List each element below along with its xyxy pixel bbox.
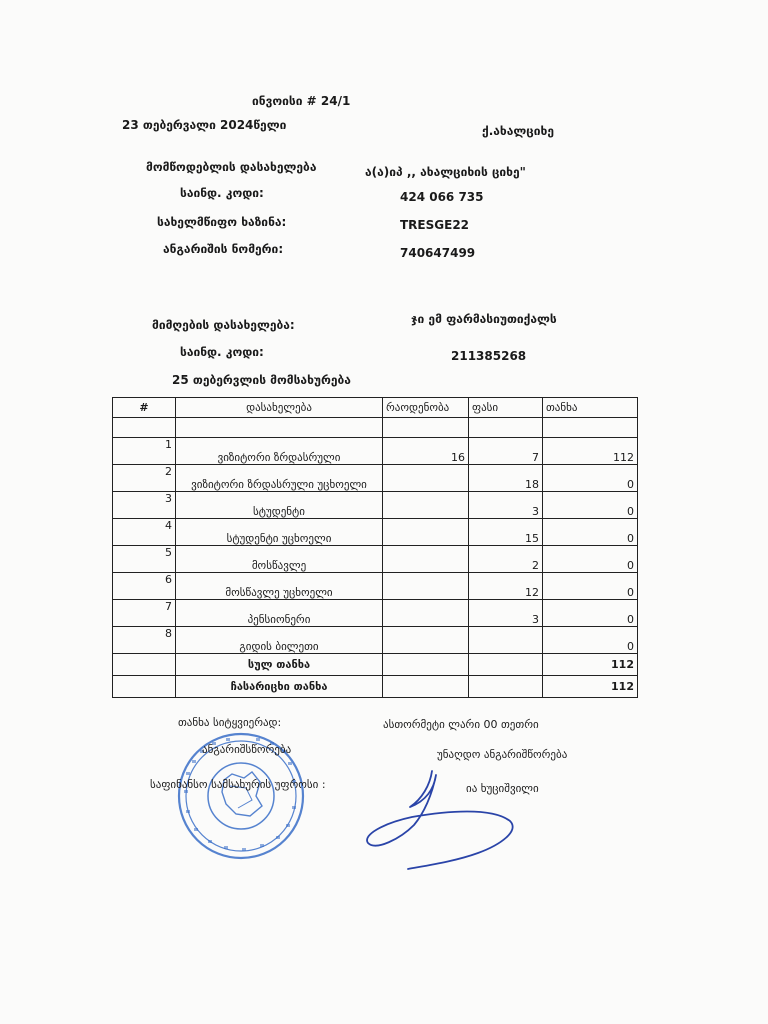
accounting-right: უნაღდო ანგარიშწორება — [437, 748, 568, 761]
supplier-code-value: 424 066 735 — [400, 190, 484, 204]
row-sum: 0 — [543, 519, 638, 546]
table-row — [113, 492, 638, 519]
account-value: 740647499 — [400, 246, 476, 260]
finance-head-name: ია ხუციშვილი — [466, 782, 539, 795]
invoice-date: 23 თებერვალი 2024წელი — [122, 118, 287, 132]
row-num: 7 — [113, 600, 176, 627]
row-name: სტუდენტი უცხოელი — [176, 519, 383, 546]
invoice-city: ქ.ახალციხე — [482, 124, 554, 138]
row-qty — [383, 492, 469, 519]
supplier-name-value: ა(ა)იპ ,, ახალციხის ციხე" — [365, 165, 526, 179]
transfer-row — [113, 676, 638, 698]
recipient-code-label: საინდ. კოდი: — [180, 345, 264, 359]
service-label: 25 თებერვლის მომსახურება — [172, 373, 351, 387]
row-sum: 112 — [543, 438, 638, 465]
handwritten-signature — [360, 765, 520, 875]
row-price: 3 — [469, 600, 543, 627]
row-num: 6 — [113, 573, 176, 600]
row-price: 18 — [469, 465, 543, 492]
row-name: ვიზიტორი ზრდასრული უცხოელი — [176, 465, 383, 492]
row-num: 8 — [113, 627, 176, 654]
amount-words-value: ასთორმეტი ლარი 00 თეთრი — [383, 718, 539, 731]
invoice-title: ინვოისი # 24/1 — [252, 94, 351, 108]
recipient-name-value: ჯი ემ ფარმასიუთიქალს — [411, 312, 557, 326]
table-row — [113, 438, 638, 465]
col-header-sum: თანხა — [543, 398, 638, 418]
row-qty — [383, 519, 469, 546]
row-num: 2 — [113, 465, 176, 492]
table-row — [113, 546, 638, 573]
row-num: 4 — [113, 519, 176, 546]
row-name: პენსიონერი — [176, 600, 383, 627]
row-sum: 0 — [543, 627, 638, 654]
table-row — [113, 519, 638, 546]
account-label: ანგარიშის ნომერი: — [163, 242, 284, 256]
row-sum: 0 — [543, 546, 638, 573]
total-value: 112 — [543, 654, 638, 676]
recipient-name-label: მიმღების დასახელება: — [152, 318, 295, 332]
row-qty — [383, 600, 469, 627]
amount-words-label: თანხა სიტყვიერად: — [178, 716, 282, 729]
row-qty: 16 — [383, 438, 469, 465]
col-header-name: დასახელება — [176, 398, 383, 418]
row-num: 5 — [113, 546, 176, 573]
row-price: 2 — [469, 546, 543, 573]
table-row — [113, 573, 638, 600]
supplier-code-label: საინდ. კოდი: — [180, 186, 264, 200]
finance-head-label: საფინანსო სამსახურის უფროსი : — [150, 778, 326, 791]
row-num: 1 — [113, 438, 176, 465]
row-sum: 0 — [543, 465, 638, 492]
row-name: გიდის ბილეთი — [176, 627, 383, 654]
supplier-name-label: მომწოდებლის დასახელება — [146, 160, 317, 174]
row-sum: 0 — [543, 492, 638, 519]
col-header-qty: რაოდენობა — [383, 398, 469, 418]
row-num: 3 — [113, 492, 176, 519]
row-qty — [383, 546, 469, 573]
table-row — [113, 465, 638, 492]
transfer-label: ჩასარიცხი თანხა — [176, 676, 383, 698]
recipient-code-value: 211385268 — [451, 349, 527, 363]
row-sum: 0 — [543, 573, 638, 600]
treasury-label: სახელმწიფო ხაზინა: — [157, 215, 287, 229]
total-label: სულ თანხა — [176, 654, 383, 676]
row-qty — [383, 465, 469, 492]
row-name: ვიზიტორი ზრდასრული — [176, 438, 383, 465]
transfer-value: 112 — [543, 676, 638, 698]
row-price: 3 — [469, 492, 543, 519]
row-sum: 0 — [543, 600, 638, 627]
accounting-left: ანგარიშსწორება — [202, 743, 292, 756]
row-price: 12 — [469, 573, 543, 600]
table-row — [113, 600, 638, 627]
table-spacer-row — [113, 418, 638, 438]
table-row — [113, 627, 638, 654]
row-name: მოსწავლე უცხოელი — [176, 573, 383, 600]
row-price: 15 — [469, 519, 543, 546]
col-header-num: # — [113, 398, 176, 418]
total-row — [113, 654, 638, 676]
treasury-value: TRESGE22 — [400, 218, 470, 232]
row-qty — [383, 627, 469, 654]
row-name: სტუდენტი — [176, 492, 383, 519]
table-header-row — [113, 398, 638, 418]
invoice-table — [112, 397, 638, 698]
row-price — [469, 627, 543, 654]
row-name: მოსწავლე — [176, 546, 383, 573]
row-price: 7 — [469, 438, 543, 465]
col-header-price: ფასი — [469, 398, 543, 418]
row-qty — [383, 573, 469, 600]
